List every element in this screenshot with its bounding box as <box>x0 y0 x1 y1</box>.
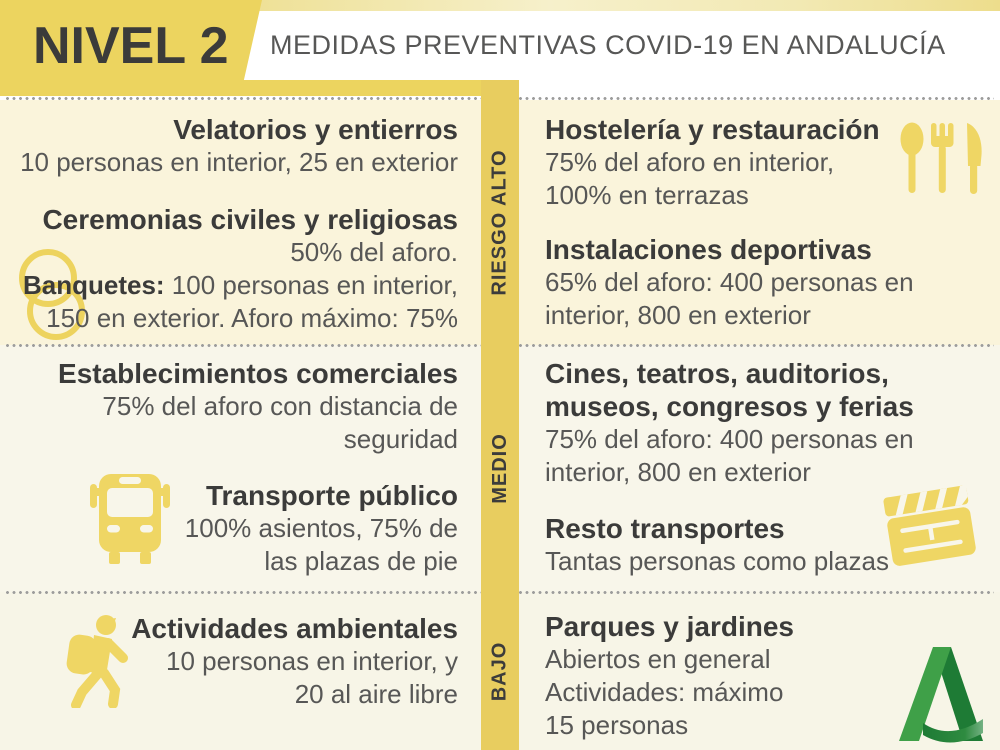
section-alto-right <box>545 113 975 332</box>
divider <box>519 591 994 594</box>
block-title: Hostelería y restauración <box>545 114 880 145</box>
block-body: interior, 800 en exterior <box>545 300 811 330</box>
block-body: 15 personas <box>545 710 689 740</box>
block-body: 10 personas en interior, y <box>166 646 458 676</box>
block-title: Establecimientos comerciales <box>58 358 458 389</box>
block-title: Parques y jardines <box>545 611 795 642</box>
block-title: Velatorios y entierros <box>173 114 458 145</box>
block-body: 100% asientos, 75% de <box>184 513 458 543</box>
block-body: 10 personas en interior, 25 en exterior <box>20 147 458 177</box>
block-body: 50% del aforo. <box>290 237 458 267</box>
block-body: 20 al aire libre <box>294 679 458 709</box>
block-title: Instalaciones deportivas <box>545 234 872 265</box>
block-body: 75% del aforo en interior, <box>545 147 835 177</box>
risk-label-medio: MEDIO <box>488 432 511 504</box>
block-body: Banquetes: 100 personas en interior, <box>23 270 458 300</box>
divider <box>6 97 481 100</box>
divider <box>6 591 481 594</box>
block-body: Tantas personas como plazas <box>545 546 889 576</box>
section-alto-left <box>0 113 458 335</box>
section-medio-right <box>545 357 975 578</box>
block-title: Ceremonias civiles y religiosas <box>42 204 458 235</box>
section-medio-left <box>0 357 458 578</box>
section-bajo-right <box>545 610 975 742</box>
block-body: 65% del aforo: 400 personas en <box>545 267 914 297</box>
divider <box>519 97 994 100</box>
banquetes-label: Banquetes: <box>23 270 165 300</box>
block-body: 100% en terrazas <box>545 180 749 210</box>
block-body: 75% del aforo: 400 personas en <box>545 424 914 454</box>
block-body: 150 en exterior. Aforo máximo: 75% <box>46 303 458 333</box>
block-body: Abiertos en general <box>545 644 771 674</box>
block-title: Transporte público <box>205 480 458 511</box>
block-body: seguridad <box>343 424 458 454</box>
block-body: interior, 800 en exterior <box>545 457 811 487</box>
block-title: Cines, teatros, auditorios, <box>545 358 889 389</box>
page-title: MEDIDAS PREVENTIVAS COVID-19 EN ANDALUCÍA <box>270 30 946 60</box>
level-label: NIVEL 2 <box>33 17 229 75</box>
block-title: Actividades ambientales <box>131 613 458 644</box>
section-bajo-left <box>0 612 458 711</box>
block-body: Actividades: máximo <box>545 677 784 707</box>
divider <box>519 344 994 347</box>
risk-label-alto: RIESGO ALTO <box>488 148 511 296</box>
block-body: 75% del aforo con distancia de <box>102 391 458 421</box>
divider <box>6 344 481 347</box>
block-body: las plazas de pie <box>264 546 458 576</box>
block-title: museos, congresos y ferias <box>545 391 914 422</box>
risk-label-bajo: BAJO <box>488 641 511 701</box>
block-title: Resto transportes <box>545 513 785 544</box>
